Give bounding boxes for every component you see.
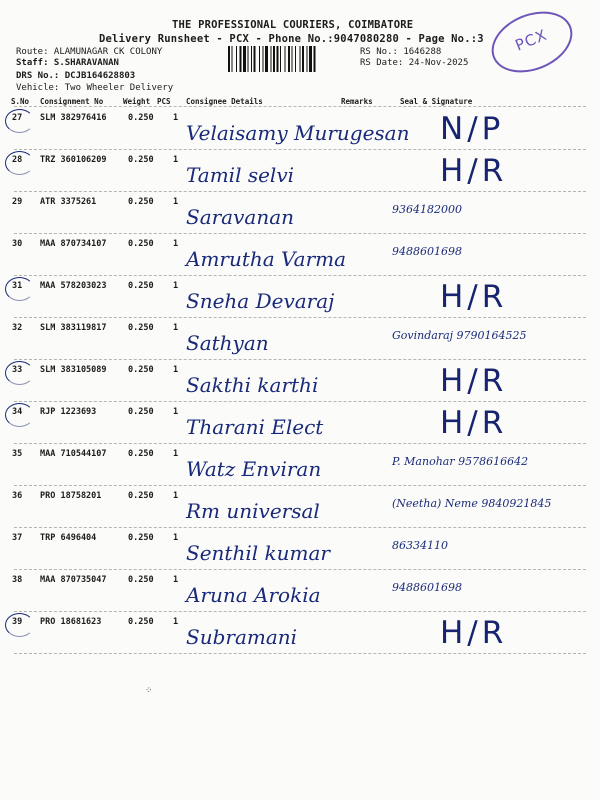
barcode-bar	[277, 46, 279, 72]
pieces-count: 1	[173, 281, 179, 291]
consignee-signature: Velaisamy Murugesan	[186, 121, 410, 145]
barcode-bar	[228, 46, 230, 72]
row-divider	[14, 149, 586, 150]
barcode-bar	[254, 46, 256, 72]
pieces-count: 1	[173, 617, 179, 627]
rs-number: RS No.: 1646288	[360, 47, 442, 57]
barcode-bar	[302, 46, 304, 72]
delivery-remark: N/P	[440, 111, 505, 147]
barcode-bar	[271, 46, 272, 72]
consignee-signature: Amrutha Varma	[186, 247, 347, 271]
row-divider	[14, 359, 586, 360]
row-divider	[14, 527, 586, 528]
consignee-signature: Senthil kumar	[186, 541, 330, 565]
weight-value: 0.250	[128, 113, 154, 123]
barcode-bar	[273, 46, 275, 72]
consignee-signature: Watz Enviran	[186, 457, 322, 481]
pieces-count: 1	[173, 239, 179, 249]
barcode-bar	[232, 46, 233, 72]
row-divider	[14, 443, 586, 444]
route-label: Route: ALAMUNAGAR CK COLONY	[16, 47, 163, 57]
header-divider	[14, 106, 586, 107]
pcx-stamp	[483, 0, 582, 83]
consignment-number: MAA 578203023	[40, 281, 107, 291]
consignee-signature: Sakthi karthi	[186, 373, 319, 397]
consignment-number: TRZ 360106209	[40, 155, 107, 165]
consignment-number: MAA 710544107	[40, 449, 107, 459]
col-consignee-details: Consignee Details	[186, 97, 263, 106]
delivery-remark: H/R	[440, 363, 508, 399]
row-divider	[14, 611, 586, 612]
consignee-signature: Sneha Devaraj	[186, 289, 335, 313]
barcode-bar	[295, 46, 296, 72]
col-pcs: PCS	[157, 97, 171, 106]
row-divider	[14, 401, 586, 402]
pieces-count: 1	[173, 449, 179, 459]
row-divider	[14, 233, 586, 234]
consignee-signature: Tharani Elect	[186, 415, 324, 439]
col-sno: S.No	[11, 97, 30, 106]
pieces-count: 1	[173, 155, 179, 165]
row-divider	[14, 485, 586, 486]
consignee-signature: Rm universal	[186, 499, 320, 523]
row-serial-number: 37	[12, 533, 23, 543]
weight-value: 0.250	[128, 617, 154, 627]
barcode-image	[228, 46, 356, 72]
col-remarks: Remarks	[341, 97, 373, 106]
row-serial-number: 27	[12, 113, 23, 123]
barcode-bar	[263, 46, 264, 72]
row-serial-number: 39	[12, 617, 23, 627]
barcode-bar	[251, 46, 252, 72]
consignee-signature: Saravanan	[186, 205, 295, 229]
consignee-signature: Tamil selvi	[186, 163, 295, 187]
barcode-bar	[292, 46, 293, 72]
pen-mark: ⁘	[145, 686, 153, 696]
pieces-count: 1	[173, 575, 179, 585]
row-divider	[14, 317, 586, 318]
drs-number: DRS No.: DCJB164628803	[16, 71, 136, 81]
receiver-signature: Govindaraj 9790164525	[392, 329, 527, 342]
col-seal-signature: Seal & Signature	[400, 97, 473, 106]
pieces-count: 1	[173, 407, 179, 417]
barcode-bar	[240, 46, 242, 72]
barcode-bar	[259, 46, 260, 72]
row-serial-number: 29	[12, 197, 23, 207]
pieces-count: 1	[173, 323, 179, 333]
col-consignment: Consignment No	[40, 97, 104, 106]
delivery-remark: H/R	[440, 279, 508, 315]
barcode-bar	[300, 46, 301, 72]
row-divider	[14, 275, 586, 276]
consignment-number: PRO 18681623	[40, 617, 102, 627]
delivery-remark: H/R	[440, 153, 508, 189]
pieces-count: 1	[173, 365, 179, 375]
barcode-bar	[280, 46, 281, 72]
rs-date: RS Date: 24-Nov-2025	[360, 58, 469, 68]
receiver-signature: 86334110	[392, 539, 448, 552]
weight-value: 0.250	[128, 533, 154, 543]
consignment-number: MAA 870735047	[40, 575, 107, 585]
row-serial-number: 31	[12, 281, 23, 291]
pieces-count: 1	[173, 113, 179, 123]
row-divider	[14, 569, 586, 570]
barcode-bar	[285, 46, 286, 72]
consignee-signature: Subramani	[186, 625, 298, 649]
row-serial-number: 38	[12, 575, 23, 585]
weight-value: 0.250	[128, 323, 154, 333]
row-serial-number: 32	[12, 323, 23, 333]
receiver-signature: P. Manohar 9578616642	[392, 455, 529, 468]
barcode-bar	[288, 46, 290, 72]
consignee-signature: Aruna Arokia	[186, 583, 321, 607]
row-divider	[14, 653, 586, 654]
col-weight: Weight	[123, 97, 151, 106]
row-serial-number: 28	[12, 155, 23, 165]
receiver-signature: 9488601698	[392, 245, 462, 258]
row-divider	[14, 191, 586, 192]
weight-value: 0.250	[128, 407, 154, 417]
row-serial-number: 30	[12, 239, 23, 249]
weight-value: 0.250	[128, 575, 154, 585]
row-serial-number: 35	[12, 449, 23, 459]
stamp-text: PCX	[512, 25, 550, 55]
consignment-number: ATR 3375261	[40, 197, 97, 207]
weight-value: 0.250	[128, 239, 154, 249]
row-serial-number: 36	[12, 491, 23, 501]
consignment-number: SLM 383119817	[40, 323, 107, 333]
barcode-bar	[309, 46, 312, 72]
barcode-bar	[243, 46, 246, 72]
company-title: THE PROFESSIONAL COURIERS, COIMBATORE	[172, 19, 414, 31]
weight-value: 0.250	[128, 491, 154, 501]
consignment-number: PRO 18758201	[40, 491, 102, 501]
consignment-number: MAA 870734107	[40, 239, 107, 249]
weight-value: 0.250	[128, 365, 154, 375]
consignment-number: SLM 383105089	[40, 365, 107, 375]
weight-value: 0.250	[128, 155, 154, 165]
delivery-remark: H/R	[440, 405, 508, 441]
consignment-number: TRP 6496404	[40, 533, 97, 543]
receiver-signature: 9488601698	[392, 581, 462, 594]
consignment-number: RJP 1223693	[40, 407, 97, 417]
vehicle-label: Vehicle: Two Wheeler Delivery	[16, 83, 174, 93]
barcode-bar	[236, 46, 237, 72]
pieces-count: 1	[173, 197, 179, 207]
row-serial-number: 34	[12, 407, 23, 417]
runsheet-subtitle: Delivery Runsheet - PCX - Phone No.:9047080280 - Page No.:3	[99, 33, 484, 45]
consignment-number: SLM 382976416	[40, 113, 107, 123]
barcode-bar	[265, 46, 268, 72]
weight-value: 0.250	[128, 449, 154, 459]
weight-value: 0.250	[128, 197, 154, 207]
receiver-signature: (Neetha) Neme 9840921845	[392, 497, 552, 510]
consignee-signature: Sathyan	[186, 331, 269, 355]
staff-label: Staff: S.SHARAVANAN	[16, 58, 119, 68]
weight-value: 0.250	[128, 281, 154, 291]
barcode-bar	[314, 46, 316, 72]
pieces-count: 1	[173, 533, 179, 543]
row-serial-number: 33	[12, 365, 23, 375]
delivery-remark: H/R	[440, 615, 508, 651]
barcode-bar	[307, 46, 308, 72]
barcode-bar	[248, 46, 249, 72]
receiver-signature: 9364182000	[392, 203, 462, 216]
pieces-count: 1	[173, 491, 179, 501]
